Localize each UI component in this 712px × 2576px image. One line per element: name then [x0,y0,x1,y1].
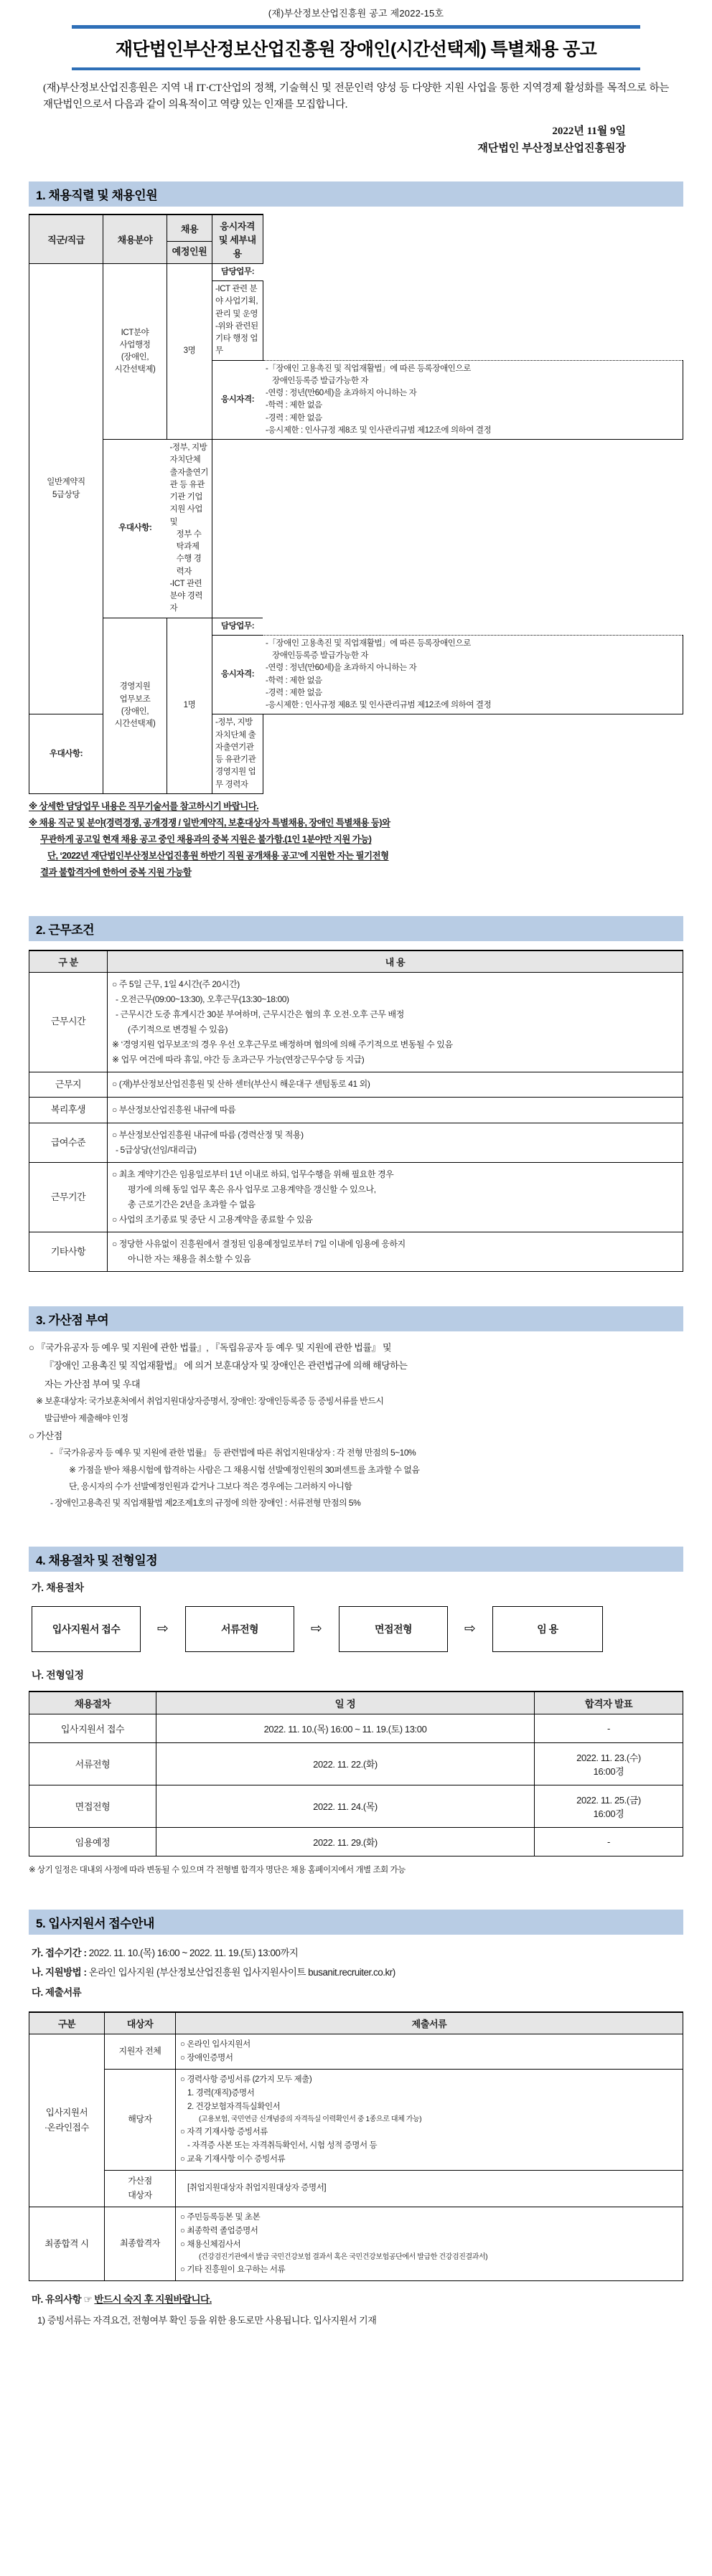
section-3-heading: 3. 가산점 부여 [29,1306,683,1331]
row-key-worktime: 근무시간 [29,972,108,1072]
col-count-l1: 채용 [167,214,212,242]
section-4-note: ※ 상기 일정은 대내외 사정에 따라 변동될 수 있으며 각 전형별 합격자 명단은 채용 홈페이지에서 개별 조회 가능 [29,1865,406,1874]
col-doc-category: 구분 [29,2012,105,2034]
grade-line-1: 일반계약직 [47,478,85,487]
row-key-welfare: 복리후생 [29,1098,108,1123]
signature-block [0,123,626,157]
row-value-location [108,1072,683,1098]
worktime-line-5: ※ ‘경영지원 업무보조’의 경우 우선 오후근무로 배정하며 협의에 의해 주기적으로 변동될 수 있음 [112,1039,453,1049]
qual-1-line-2: 장애인등록증 발급가능한 자 [272,376,369,385]
note-1: ※ 상세한 담당업무 내용은 직무기술서를 참고하시기 바랍니다. [29,801,259,811]
row-value-worktime [108,972,683,1072]
col-content: 내 용 [108,950,683,973]
doc-category-final: 최종합격 시 [29,2207,105,2280]
welfare-line-1: ○ 부산정보산업진흥원 내규에 따름 [112,1105,236,1115]
doc-app-5: ○ 자격 기재사항 증빙서류 [180,2128,268,2137]
bonus-line-10: - 장애인고용촉진 및 직업재활법 제2조제1호의 규정에 의한 장애인 : 서류전형 만점의 5% [50,1498,361,1509]
table-row [29,263,683,280]
doc-list-bonus [176,2171,683,2207]
pref-label-1 [103,440,167,618]
doc-list-applicable [176,2069,683,2170]
pref-value-2 [212,714,263,794]
flow-step-interview: 면접전형 [339,1606,448,1652]
qual-1-line-3: -연령 : 정년(만60세)을 초과하지 아니하는 자 [266,389,417,398]
required-documents-table [29,2011,683,2281]
recruitment-flow-diagram [32,1606,712,1652]
sched-result-1: - [535,1714,683,1742]
pref-value-1 [167,440,212,618]
schedule-table [29,1691,683,1856]
page-title: 재단법인부산정보산업진흥원 장애인(시간선택제) 특별채용 공고 [115,39,597,60]
qual-label-1 [212,360,263,440]
section-1-notes [29,798,683,882]
qual-2-line-6: -응시제한 : 인사규정 제8조 및 인사관리규범 제12조에 의하여 결정 [266,701,492,710]
doc-app-4: (고용보험, 국민연금 신개념증의 자격득실 이력확인서 중 1종으로 대체 가능) [199,2115,422,2123]
sign-organization: 재단법인 부산정보산업진흥원장 [477,142,626,154]
bonus-line-7: - 『국가유공자 등 예우 및 지원에 관한 법률』 등 관련법에 따른 취업지원대상자 : 각 전형 만점의 5~10% [50,1448,416,1458]
row-value-period [108,1163,683,1232]
intro-paragraph: (재)부산정보산업진흥원은 지역 내 IT·CT산업의 정책, 기술혁신 및 전문인력 양성 등 다양한 지원 사업을 통한 지역경제 활성화를 목적으로 하는 재단법인으로서 다음과 같이 의욕적이고 역량 있는 인재를 모집합니다. [43,82,669,111]
section-4a-heading: 가. 채용절차 [32,1581,84,1593]
doc-app-6: - 자격증 사본 또는 자격취득확인서, 시험 성적 증명서 등 [187,2141,378,2151]
field-1-line-3: (장애인, [121,353,149,362]
doc-final-3: ○ 채용신체검사서 [180,2240,241,2249]
table-row-pref-1 [29,440,683,618]
table-row-2 [29,618,683,635]
title-block [72,25,640,70]
pref-1-line-1: -정부, 지방자치단체 출자출연기관 등 유관기관 기업지원 사업 및 [169,443,209,527]
qual-1-line-6: -응시제한 : 인사규정 제8조 및 인사관리규범 제12조에 의하여 결정 [266,425,492,435]
bonus-line-5: 발급받아 제출해야 인정 [44,1412,128,1423]
col-count-l2: 예정인원 [167,242,212,264]
doc-target-final: 최종합격자 [105,2207,176,2280]
pref-label-text-1: 우대사항: [118,524,152,533]
pref-1-line-3: -ICT 관련분야 경력자 [169,579,203,613]
field-2-line-3: (장애인, [121,707,149,716]
table-row-salary [29,1123,683,1163]
table-header-row [29,1692,683,1714]
table-row [29,1742,683,1785]
apply-method-value: 온라인 입사지원 (부산정보산업진흥원 입사지원사이트 busanit.recruiter.co.kr) [88,1967,395,1978]
table-row [29,1785,683,1827]
bonus-line-1: ○ 『국가유공자 등 예우 및 지원에 관한 법률』, 『독립유공자 등 예우 및 지원에 관한 법률』 및 [29,1342,392,1354]
doc-target-applicable: 해당자 [105,2069,176,2170]
col-category: 구 분 [29,950,108,973]
doc-list-final [176,2207,683,2280]
arrow-right-icon-1: ⇨ [157,1621,169,1637]
worktime-line-1: ○ 주 5일 근무, 1일 4시간(주 20시간) [112,978,240,989]
sched-result-2-line-2: 16:00경 [593,1765,624,1777]
bonus-line-9: 단, 응시자의 수가 선발예정인원과 같거나 그보다 적은 경우에는 그러하지 아니함 [69,1481,352,1492]
bonus-line-3: 자는 가산점 부여 및 우대 [44,1378,141,1390]
table-row-welfare [29,1098,683,1123]
row-value-salary [108,1123,683,1163]
apply-method-line [32,1963,712,1983]
flow-step-appointment: 임 용 [492,1606,603,1652]
col-doc-list: 제출서류 [176,2012,683,2034]
work-conditions-table [29,950,683,1273]
apply-period-line [32,1943,712,1963]
sched-result-2-line-1: 2022. 11. 23.(수) [576,1752,641,1763]
note-2: ※ 채용 직군 및 분야(경력경쟁, 공개경쟁 / 일반계약직, 보훈대상자 특별채용, 장애인 특별채용 등)와 [29,818,390,829]
doc-app-2: 1. 경력(재직)증명서 [187,2088,255,2098]
qual-1-line-1: -「장애인 고용촉진 및 직업재활법」에 따른 등록장애인으로 [266,364,471,373]
note-3: 무관하게 공고일 현재 채용 공고 중인 채용과의 중복 지원은 불가함.(1인 1분야만 지원 가능) [40,834,372,845]
bonus-line-4: ※ 보훈대상자: 국가보훈처에서 취업지원대상자증명서, 장애인: 장애인등록증 등 증빙서류를 반드시 [36,1396,384,1407]
qual-2-line-4: -학력 : 제한 없음 [266,676,322,685]
qual-2-line-5: -경력 : 제한 없음 [266,688,322,697]
doc-app-3: 2. 건강보험자격득실확인서 [187,2102,281,2111]
col-job-grade: 직군/직급 [29,214,103,264]
qual-label-text-2: 응시자격: [220,670,255,679]
sched-step-1: 입사지원서 접수 [29,1714,156,1742]
sched-date-4: 2022. 11. 29.(화) [156,1827,535,1856]
col-doc-target: 대상자 [105,2012,176,2034]
doc-app-7: ○ 교육 기재사항 이수 증빙서류 [180,2155,286,2164]
sched-step-4: 임용예정 [29,1827,156,1856]
doc-target-bonus-line-1: 가산점 [128,2176,152,2186]
etc-line-1: ○ 정당한 사유없이 진흥원에서 결정된 임용예정일로부터 7일 이내에 임용에 응하지 [112,1239,406,1250]
bonus-line-6: ○ 가산점 [29,1430,62,1441]
duty-label-1: 담당업무: [212,263,263,280]
worktime-line-4: (주기적으로 변경될 수 있음) [128,1024,228,1034]
apply-period-value: 2022. 11. 10.(목) 16:00 ~ 2022. 11. 19.(토) 13:00까지 [88,1947,299,1958]
etc-line-2: 아니한 자는 채용을 취소할 수 있음 [128,1254,251,1265]
doc-cat-line-1: 입사지원서 [45,2108,88,2118]
table-row [29,1827,683,1856]
row-key-etc: 기타사항 [29,1232,108,1272]
duty-value-1 [212,281,263,361]
worktime-line-6: ※ 업무 여건에 따라 휴일, 야간 등 초과근무 가능(연장근무수당 등 지급) [112,1054,365,1065]
title-rule-bottom [72,67,640,70]
sched-result-4: - [535,1827,683,1856]
col-step: 채용절차 [29,1692,156,1714]
doc-bonus-1: [취업지원대상자 취업지원대상자 증명서] [187,2184,327,2193]
arrow-right-icon-2: ⇨ [311,1621,322,1637]
period-line-2: 평가에 의해 동일 업무 혹은 유사 업무로 고용계약을 갱신할 수 있으나, [128,1184,376,1195]
table-header-row [29,214,683,242]
table-row-worktime [29,972,683,1072]
doc-all-1: ○ 온라인 입사지원서 [180,2039,250,2049]
pref-label-text-2: 우대사항: [49,749,83,758]
field-1-line-1: ICT분야 [121,328,149,337]
recruitment-table [29,214,683,794]
col-field: 채용분야 [103,214,167,264]
table-header-row [29,2012,683,2034]
table-row-docs-final [29,2207,683,2280]
pointer-icon: ☞ [83,2294,93,2306]
row-value-welfare [108,1098,683,1123]
qual-2-line-2: 장애인등록증 발급가능한 자 [272,651,369,661]
table-row-location [29,1072,683,1098]
section-1-heading: 1. 채용직렬 및 채용인원 [29,181,683,207]
field-2-line-4: 시간선택제) [114,720,156,729]
qual-2-line-1: -「장애인 고용촉진 및 직업재활법」에 따른 등록장애인으로 [266,638,471,648]
table-row [29,1714,683,1742]
table-row-period [29,1163,683,1232]
sched-step-2: 서류전형 [29,1742,156,1785]
field-1-line-4: 시간선택제) [114,365,156,374]
doc-target-all: 지원자 전체 [105,2034,176,2069]
bonus-line-8: ※ 가점을 받아 채용시험에 합격하는 사람은 그 채용시험 선발예정인원의 30퍼센트를 초과할 수 없음 [69,1464,420,1475]
qual-1-line-5: -경력 : 제한 없음 [266,413,322,423]
section-4-heading: 4. 채용절차 및 전형일정 [29,1547,683,1572]
col-date: 일 정 [156,1692,535,1714]
sched-result-2 [535,1742,683,1785]
section-4b-heading: 나. 전형일정 [32,1669,84,1681]
field-2-line-1: 경영지원 [119,682,151,692]
salary-line-2: - 5급상당(선임/대리급) [116,1145,197,1156]
sched-result-3-line-2: 16:00경 [593,1808,624,1819]
arrow-right-icon-3: ⇨ [464,1621,476,1637]
qual-value-1 [263,360,683,440]
period-line-3: 총 근로기간은 2년을 초과할 수 없음 [128,1199,256,1210]
period-line-4: ○ 사업의 조기종료 및 중단 시 고용계약을 종료할 수 있음 [112,1214,313,1225]
col-announcement: 합격자 발표 [535,1692,683,1714]
qual-value-2 [263,635,683,714]
flow-step-application: 입사지원서 접수 [32,1606,141,1652]
count-cell-2: 1명 [167,618,212,793]
col-qualifications: 응시자격 및 세부내용 [212,214,263,264]
doc-app-1: ○ 경력사항 증빙서류 (2가지 모두 제출) [180,2075,312,2084]
qual-label-2 [212,635,263,714]
note-5: 결과 불합격자에 한하여 중복 지원 가능함 [40,867,192,878]
note-4: 단, ‘2022년 재단법인부산정보산업진흥원 하반기 직원 공개채용 공고’에 지원한 자는 필기전형 [47,851,389,862]
doc-category-application [29,2034,105,2207]
section-5-caution-item-1: 1) 증빙서류는 자격요건, 전형여부 확인 등을 위한 용도로만 사용됩니다. 입사지원서 기재 [37,2315,377,2326]
caution-value: 반드시 숙지 후 지원바랍니다. [94,2294,212,2306]
location-line-1: ○ (재)부산정보산업진흥원 및 산하 센터(부산시 해운대구 센텀동로 41 외) [112,1079,370,1090]
sign-date: 2022년 11월 9일 [552,125,626,137]
doc-final-4: (건강검진기관에서 발급 국민건강보험 결과서 혹은 국민건강보험공단에서 발급한 건강검진결과서) [199,2252,488,2261]
sched-result-3-line-1: 2022. 11. 25.(금) [576,1794,641,1806]
bonus-line-2: 『장애인 고용촉진 및 직업재활법』 에 의거 보훈대상자 및 장애인은 관련법규에 의해 해당하는 [44,1360,408,1372]
sched-step-3: 면접전형 [29,1785,156,1827]
row-key-salary: 급여수준 [29,1123,108,1163]
section-3-body [29,1339,683,1512]
sched-date-3: 2022. 11. 24.(목) [156,1785,535,1827]
period-line-1: ○ 최초 계약기간은 임용일로부터 1년 이내로 하되, 업무수행을 위해 필요한 경우 [112,1169,394,1180]
pref-label-2 [29,714,103,794]
job-grade-cell [29,263,103,714]
sched-date-2: 2022. 11. 22.(화) [156,1742,535,1785]
sched-date-1: 2022. 11. 10.(목) 16:00 ~ 11. 19.(토) 13:00 [156,1714,535,1742]
qual-label-text-1: 응시자격: [220,395,255,404]
row-key-location: 근무지 [29,1072,108,1098]
document-number: (재)부산정보산업진흥원 공고 제2022-15호 [268,8,444,19]
doc-target-bonus-line-2: 대상자 [128,2189,152,2200]
doc-final-5: ○ 기타 진흥원이 요구하는 서류 [180,2265,286,2275]
field-cell-2 [103,618,167,793]
doc-cat-line-2: ·온라인접수 [44,2122,90,2133]
section-2-heading: 2. 근무조건 [29,916,683,941]
field-1-line-2: 사업행정 [119,340,151,349]
table-row-docs-applicable [29,2069,683,2170]
duty-1-line-2: -위와 관련된 기타 행정 업무 [215,321,258,356]
row-value-etc [108,1232,683,1272]
table-row-etc [29,1232,683,1272]
table-row-docs-all [29,2034,683,2069]
count-cell-1: 3명 [167,263,212,439]
pref-1-line-2: 정부 수탁과제 수행 경력자 [176,529,202,576]
qual-2-line-3: -연령 : 정년(만60세)을 초과하지 아니하는 자 [266,664,417,673]
documents-label: 다. 제출서류 [32,1987,82,1999]
field-cell-1 [103,263,167,439]
doc-list-all [176,2034,683,2069]
salary-line-1: ○ 부산정보산업진흥원 내규에 따름 (경력산정 및 적용) [112,1130,304,1141]
table-header-row [29,950,683,973]
section-5-caution [32,2291,712,2306]
worktime-line-2: - 오전근무(09:00~13:30), 오후근무(13:30~18:00) [116,994,289,1004]
duty-1-line-1: -ICT 관련 분야 사업기획, 관리 및 운영 [215,285,258,319]
table-row-docs-bonus [29,2171,683,2207]
row-key-period: 근무기간 [29,1163,108,1232]
flow-step-document-screening: 서류전형 [185,1606,294,1652]
section-5-heading: 5. 입사지원서 접수안내 [29,1910,683,1935]
apply-period-label: 가. 접수기간 : [32,1947,87,1958]
grade-line-2: 5급상당 [52,490,80,499]
pref-2-line-1: -정부, 지방자치단체 출자출연기관 등 유관기관 경영지원 업무 경력자 [215,718,256,789]
doc-target-bonus [105,2171,176,2207]
doc-final-1: ○ 주민등록등본 및 초본 [180,2212,261,2222]
caution-label: 마. 유의사항 [32,2294,82,2306]
apply-method-label: 나. 지원방법 : [32,1967,87,1978]
worktime-line-3: - 근무시간 도중 휴게시간 30분 부여하며, 근무시간은 협의 후 오전·오후 근무 배정 [116,1009,404,1019]
doc-all-2: ○ 장애인증명서 [180,2053,233,2062]
sched-result-3 [535,1785,683,1827]
qual-1-line-4: -학력 : 제한 없음 [266,401,322,410]
duty-label-2 [212,618,263,635]
section-5-info [32,1943,712,2003]
field-2-line-2: 업무보조 [119,694,151,704]
duty-label-text-2: 담당업무: [220,621,255,631]
doc-final-2: ○ 최종학력 졸업증명서 [180,2226,258,2235]
